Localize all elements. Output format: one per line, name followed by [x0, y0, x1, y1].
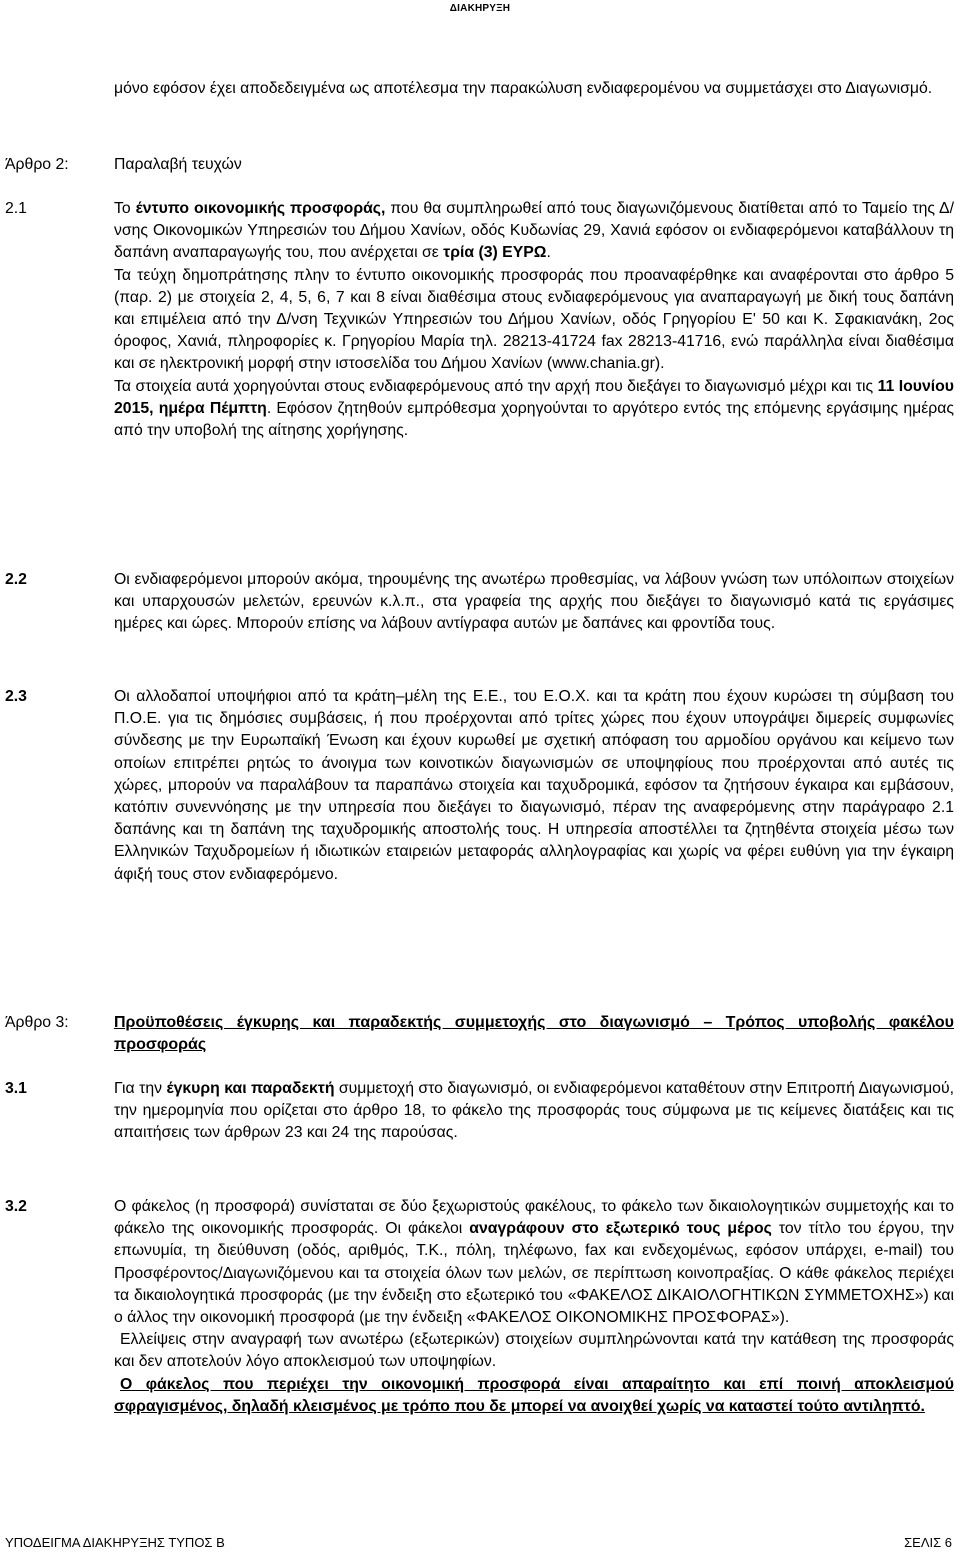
section-2-2 [114, 569, 954, 636]
section-3-1 [114, 1078, 954, 1145]
document-header: ΔΙΑΚΗΡΥΞΗ [449, 3, 511, 14]
section-3-2-para-3: Ο φάκελος που περιέχει την οικονομική προσφορά είναι απαραίτητο και επί ποινή αποκλεισμού σφραγισμένος, δηλαδή κλεισμένος με τρόπο που δε μπορεί να ανοιχθεί χωρίς να καταστεί τούτο αντιληπτό. [114, 1375, 954, 1415]
article3-title-text: Προϋποθέσεις έγκυρης και παραδεκτής συμμετοχής στο διαγωνισμό – Τρόπος υποβολής φακέλου προσφοράς [114, 1014, 954, 1054]
section-2-3 [114, 686, 954, 886]
section-3-1-number: 3.1 [5, 1080, 27, 1097]
section-2-3-text: Οι αλλοδαποί υποψήφιοι από τα κράτη–μέλη της Ε.Ε., του Ε.Ο.Χ. και τα κράτη που έχουν κυρώσει τη σύμβαση του Π.Ο.Ε. για τις δημόσιες συμβάσεις, ή που προέρχονται από τρίτες χώρες που έχουν υπογράψει διμερείς συμφωνίες σύνδεσης με την Ευρωπαϊκή Ένωση και έχουν κυρωθεί με σχετική απόφαση του αρμοδίου οργάνου και κείμενο των οποίων επιτρέπει ρητώς το άνοιγμα των κοινοτικών διαγωνισμών σε υποψηφίους που προέρχονται από αυτές τις χώρες, μπορούν να παραλάβουν τα παραπάνω στοιχεία και ταχυδρομικά, εφόσον τα ζητήσουν έγκαιρα και εμβάσουν, κατόπιν συνεννόησης με την υπηρεσία που διεξάγει το διαγωνισμό, πέραν της αναφερόμενης στην παράγραφο 2.1 δαπάνης και τη δαπάνη της ταχυδρομικής αποστολής τους. Η υπηρεσία αποστέλλει τα ζητηθέντα στοιχεία μέσω των Ελληνικών Ταχυδρομείων ή ιδιωτικών εταιρειών μεταφοράς αλληλογραφίας και χωρίς να φέρει ευθύνη για την έγκαιρη άφιξή τους στον ενδιαφερόμενο. [114, 688, 954, 883]
article2-title [114, 154, 954, 176]
section-2-1-number: 2.1 [5, 200, 27, 217]
footer-left: ΥΠΟΔΕΙΓΜΑ ΔΙΑΚΗΡΥΞΗΣ ΤΥΠΟΣ Β [5, 1535, 225, 1550]
section-2-3-number: 2.3 [5, 688, 27, 705]
article2-label: Άρθρο 2: [5, 156, 69, 173]
footer-page-number: ΣΕΛΙΣ 6 [904, 1535, 952, 1550]
section-3-2 [114, 1196, 954, 1418]
section-2-1-para-3: Τα στοιχεία αυτά χορηγούνται στους ενδιαφερόμενους από την αρχή που διεξάγει το διαγωνισμό μέχρι και τις 11 Ιουνίου 2015, ημέρα Πέμπτη. Εφόσον ζητηθούν εμπρόθεσμα χορηγούνται το αργότερο εντός της επόμενης εργάσιμης ημέρας από την υποβολή της αίτησης χορήγησης. [114, 377, 954, 440]
intro-paragraph [114, 78, 954, 100]
section-2-1-para-2: Τα τεύχη δημοπράτησης πλην το έντυπο οικονομικής προσφοράς που προαναφέρθηκε και αναφέρονται στο άρθρο 5 (παρ. 2) με στοιχεία 2, 4, 5, 6, 7 και 8 είναι διαθέσιμα στους ενδιαφερόμενους για αναπαραγωγή με δική τους δαπάνη και επιμέλεια από την Δ/νση Τεχνικών Υπηρεσιών του Δήμου Χανίων, οδός Γρηγορίου Ε' 50 και Κ. Σφακιανάκη, 2ος όροφος, Χανιά, πληροφορίες κ. Γρηγορίου Μαρία τηλ. 28213-41724 fax 28213-41716, ενώ παράλληλα είναι διαθέσιμα και σε ηλεκτρονική μορφή στην ιστοσελίδα του Δήμου Χανίων (www.chania.gr). [114, 266, 954, 373]
section-2-2-number: 2.2 [5, 571, 27, 588]
section-2-2-text: Οι ενδιαφερόμενοι μπορούν ακόμα, τηρουμένης της ανωτέρω προθεσμίας, να λάβουν γνώση των υπόλοιπων στοιχείων και υπαρχουσών μελετών, ερευνών κ.λ.π., στα γραφεία της αρχής που διεξάγει το διαγωνισμό κατά τις εργάσιμες ημέρες και ώρες. Μπορούν επίσης να λάβουν αντίγραφα αυτών με δαπάνες και φροντίδα τους. [114, 571, 954, 633]
article2-title-text: Παραλαβή τευχών [114, 156, 242, 173]
section-3-2-number: 3.2 [5, 1198, 27, 1215]
section-3-1-text: Για την έγκυρη και παραδεκτή συμμετοχή στο διαγωνισμό, οι ενδιαφερόμενοι καταθέτουν στην Επιτροπή Διαγωνισμού, την ημερομηνία που ορίζεται στο άρθρο 18, το φάκελο της προσφοράς τους σύμφωνα με τις κείμενες διατάξεις και τις απαιτήσεις των άρθρων 23 και 24 της παρούσας. [114, 1080, 954, 1142]
section-3-2-para-2: Ελλείψεις στην αναγραφή των ανωτέρω (εξωτερικών) στοιχείων συμπληρώνονται κατά την κατάθεση της προσφοράς και δεν αποτελούν λόγο αποκλεισμού των υποψηφίων. [114, 1331, 954, 1371]
section-3-2-para-1: Ο φάκελος (η προσφορά) συνίσταται σε δύο ξεχωριστούς φακέλους, το φάκελο των δικαιολογητικών συμμετοχής και το φάκελο της οικονομικής προσφοράς. Οι φάκελοι αναγράφουν στο εξωτερικό τους μέρος τον τίτλο του έργου, την επωνυμία, τη διεύθυνση (οδός, αριθμός, Τ.Κ., πόλη, τηλέφωνο, fax και ενδεχομένως, εφόσον υπάρχει, e-mail) του Προσφέροντος/Διαγωνιζόμενου και τα στοιχεία όλων των μελών, σε περίπτωση κοινοπραξίας. Ο κάθε φάκελος περιέχει τα δικαιολογητικά προσφοράς (με την ένδειξη στο εξωτερικό του «ΦΑΚΕΛΟΣ ΔΙΚΑΙΟΛΟΓΗΤΙΚΩΝ ΣΥΜΜΕΤΟΧΗΣ») και ο άλλος την οικονομική προσφορά (με την ένδειξη «ΦΑΚΕΛΟΣ ΟΙΚΟΝΟΜΙΚΗΣ ΠΡΟΣΦΟΡΑΣ»). [114, 1198, 954, 1327]
article3-label: Άρθρο 3: [5, 1014, 69, 1031]
article3-title [114, 1012, 954, 1056]
intro-text: μόνο εφόσον έχει αποδεδειγμένα ως αποτέλεσμα την παρακώλυση ενδιαφερομένου να συμμετάσχει στο Διαγωνισμό. [114, 80, 933, 97]
section-2-1-para-1: Το έντυπο οικονομικής προσφοράς, που θα συμπληρωθεί από τους διαγωνιζόμενους διατίθεται από το Ταμείο της Δ/νσης Οικονομικών Υπηρεσιών του Δήμου Χανίων, οδός Κυδωνίας 29, Χανιά εφόσον οι ενδιαφερόμενοι καταβάλλουν τη δαπάνη αναπαραγωγής του, που ανέρχεται σε τρία (3) ΕΥΡΩ. [114, 200, 954, 262]
section-2-1 [114, 198, 954, 442]
